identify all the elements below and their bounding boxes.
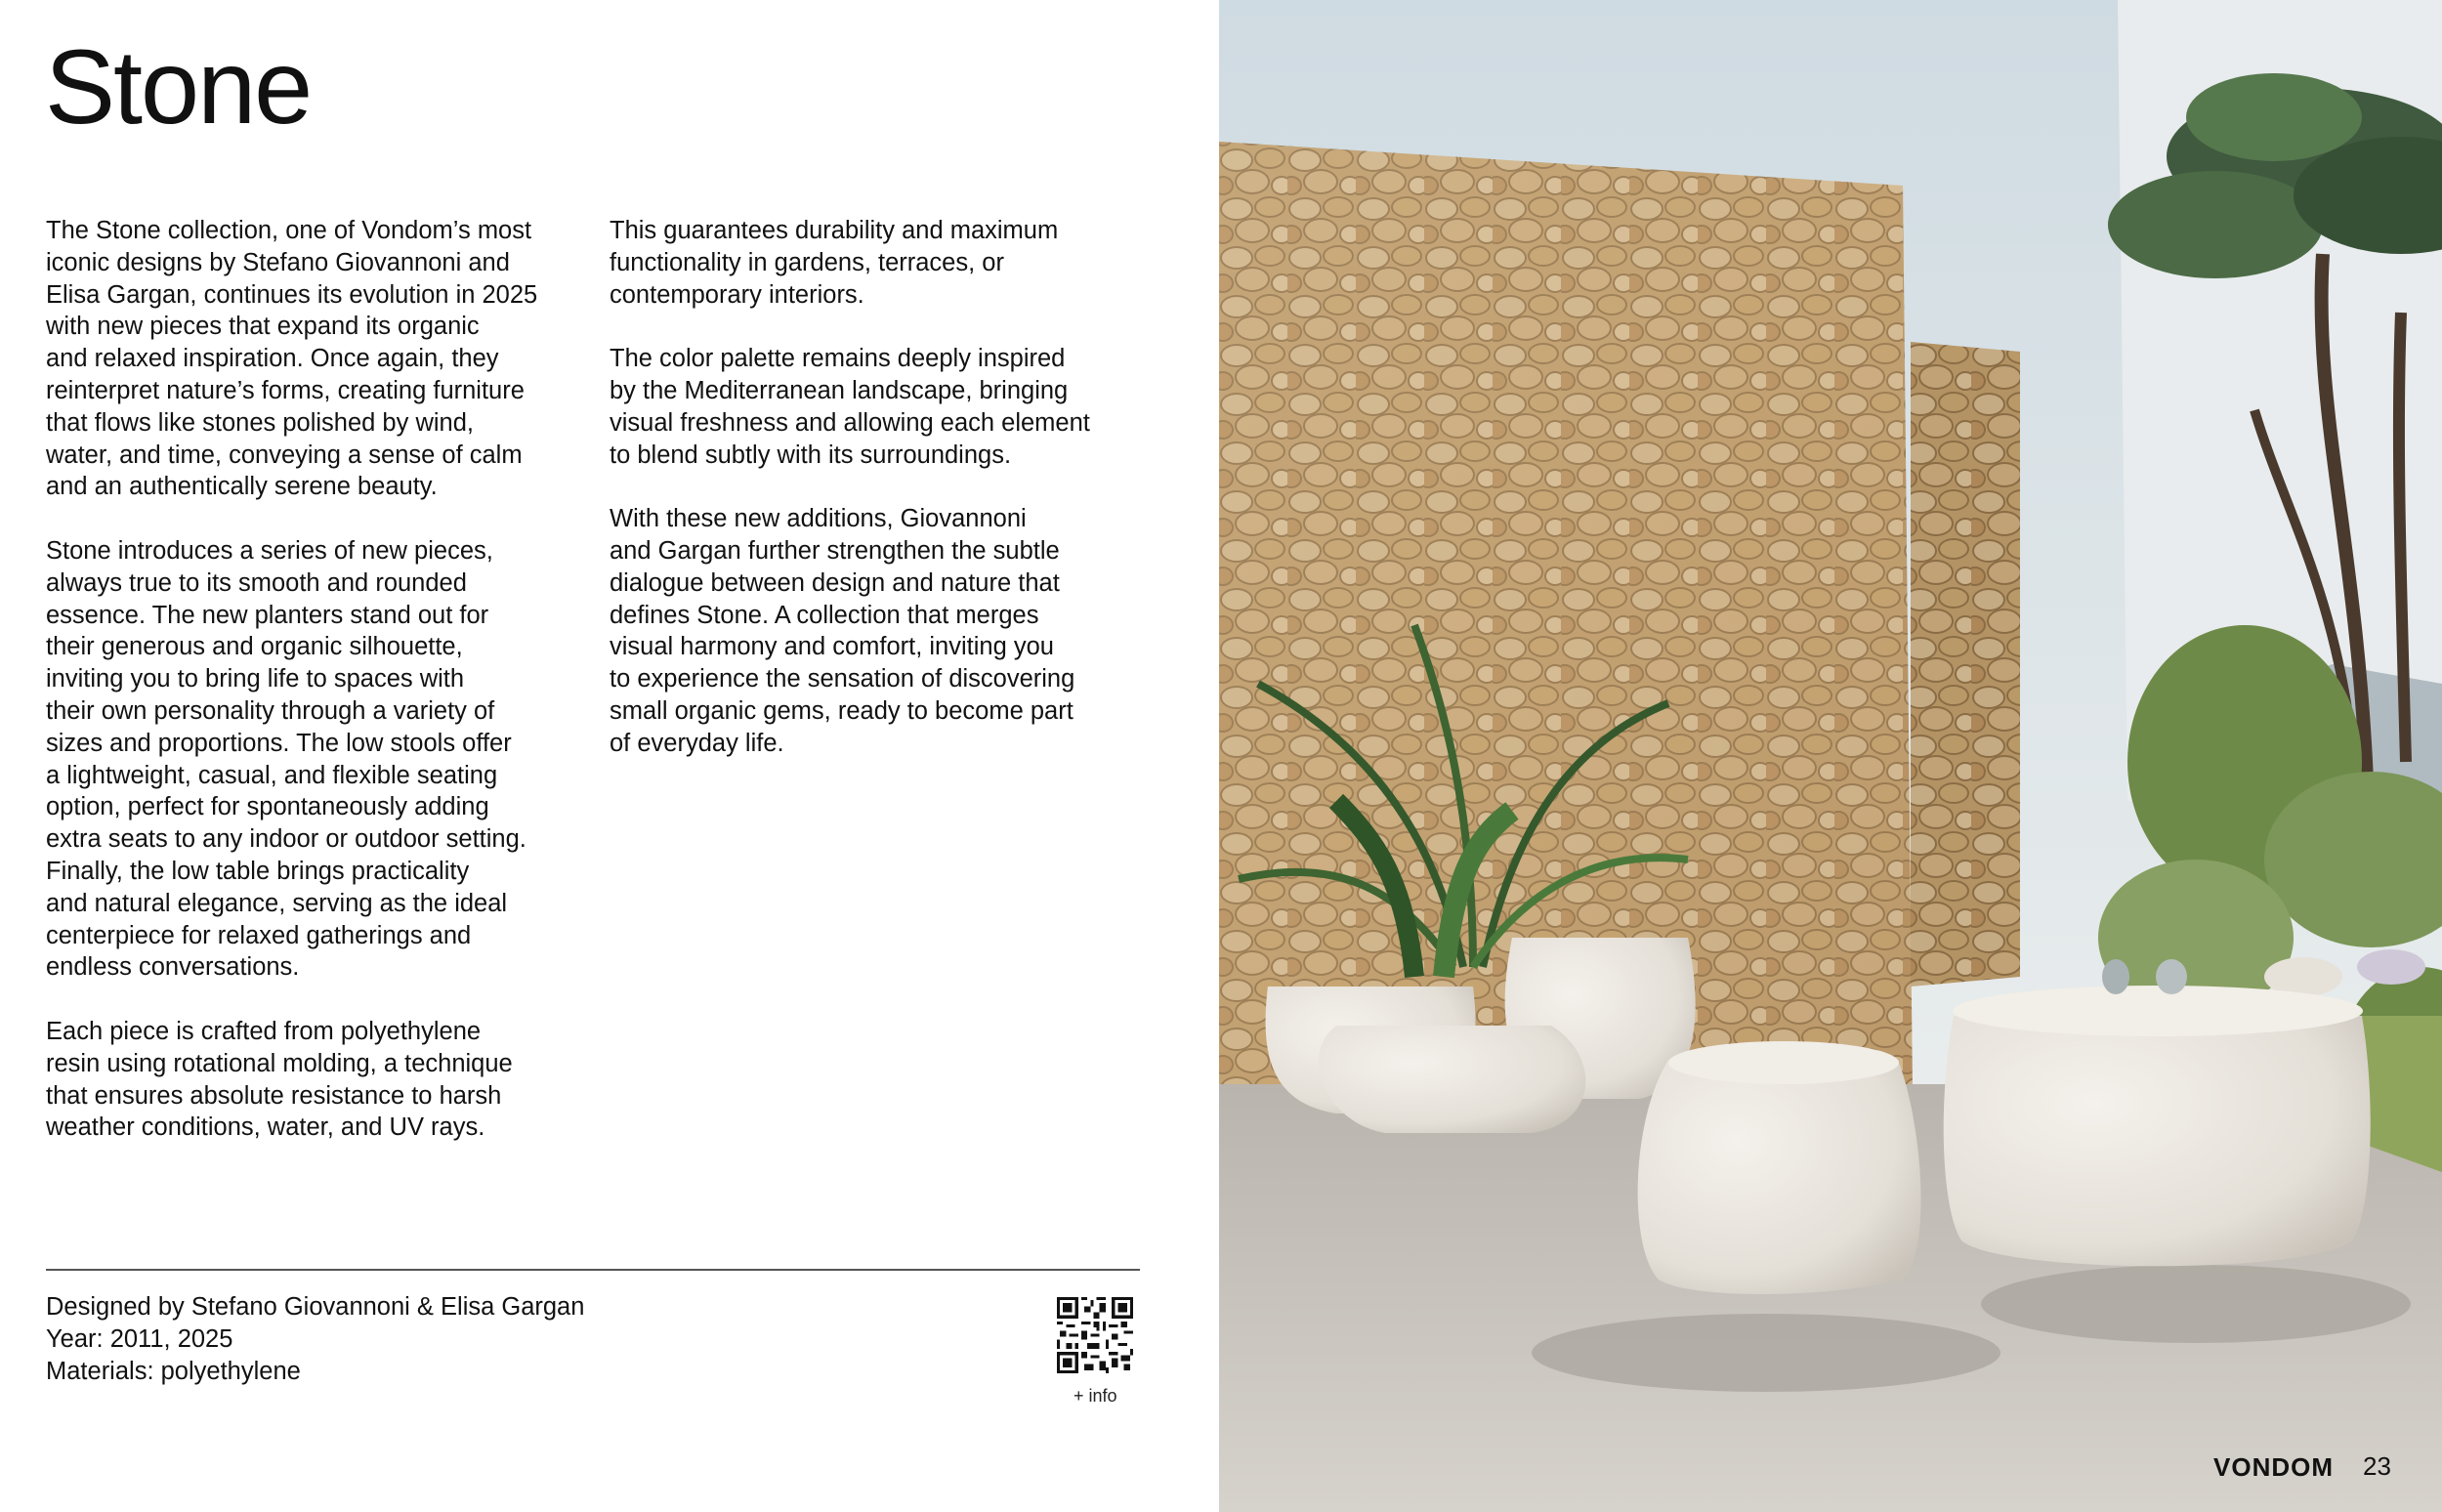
text-line: weather conditions, water, and UV rays. <box>46 1113 485 1142</box>
paragraph <box>610 503 1157 759</box>
text-line: dialogue between design and nature that <box>610 568 1060 597</box>
text-line: extra seats to any indoor or outdoor setting. <box>46 825 526 854</box>
text-column-1 <box>46 215 593 1176</box>
qr-code-icon[interactable] <box>1057 1297 1133 1373</box>
text-line: Stone introduces a series of new pieces, <box>46 536 493 565</box>
text-line: iconic designs by Stefano Giovannoni and <box>46 248 510 276</box>
text-line: defines Stone. A collection that merges <box>610 601 1039 629</box>
text-line: and an authentically serene beauty. <box>46 473 438 501</box>
text-line: Finally, the low table brings practicality <box>46 857 470 885</box>
text-line: The Stone collection, one of Vondom’s most <box>46 217 532 244</box>
text-line: Each piece is crafted from polyethylene <box>46 1017 482 1045</box>
more-info-link[interactable]: + info <box>1074 1386 1117 1406</box>
paragraph <box>610 343 1157 471</box>
text-line: that ensures absolute resistance to harsh <box>46 1081 502 1110</box>
text-line: sizes and proportions. The low stools offer <box>46 729 512 757</box>
text-line: With these new additions, Giovannoni <box>610 505 1027 533</box>
text-line: Elisa Gargan, continues its evolution in 2025 <box>46 280 538 309</box>
text-line: functionality in gardens, terraces, or <box>610 248 1004 276</box>
stone-low-table <box>1944 959 2411 1343</box>
materials-credit: Materials: polyethylene <box>46 1357 301 1385</box>
text-line: to experience the sensation of discovering <box>610 665 1075 693</box>
text-line: by the Mediterranean landscape, bringing <box>610 376 1069 404</box>
text-page <box>0 0 1219 1512</box>
text-line: contemporary interiors. <box>610 280 864 309</box>
stone-collection-scene <box>1219 0 2442 1512</box>
paragraph <box>46 1016 593 1144</box>
text-line: option, perfect for spontaneously adding <box>46 793 489 821</box>
text-line: visual freshness and allowing each element <box>610 408 1090 437</box>
text-line: endless conversations. <box>46 953 300 982</box>
product-credits <box>46 1291 584 1387</box>
text-line: essence. The new planters stand out for <box>46 601 489 629</box>
text-line: visual harmony and comfort, inviting you <box>610 633 1054 661</box>
text-line: of everyday life. <box>610 729 784 757</box>
product-photo <box>1219 0 2442 1512</box>
text-line: a lightweight, casual, and flexible seating <box>46 761 498 789</box>
paragraph <box>46 535 593 984</box>
text-line: to blend subtly with its surroundings. <box>610 441 1012 469</box>
text-line: resin using rotational molding, a technique <box>46 1049 513 1077</box>
designer-credit: Designed by Stefano Giovannoni & Elisa Gargan <box>46 1293 585 1321</box>
text-line: and natural elegance, serving as the ideal <box>46 889 508 917</box>
text-line: The color palette remains deeply inspired <box>610 345 1066 373</box>
paragraph <box>610 215 1157 311</box>
text-line: always true to its smooth and rounded <box>46 568 467 597</box>
divider <box>46 1269 1140 1271</box>
text-line: their own personality through a variety of <box>46 696 495 725</box>
text-line: water, and time, conveying a sense of calm <box>46 441 523 469</box>
text-line: that flows like stones polished by wind, <box>46 408 474 437</box>
year-credit: Year: 2011, 2025 <box>46 1324 233 1353</box>
text-line: their generous and organic silhouette, <box>46 633 463 661</box>
text-line: small organic gems, ready to become part <box>610 696 1074 725</box>
text-line: with new pieces that expand its organic <box>46 313 480 341</box>
text-line: centerpiece for relaxed gatherings and <box>46 921 472 949</box>
page-number: 23 <box>2363 1451 2391 1481</box>
text-line: and Gargan further strengthen the subtle <box>610 536 1060 565</box>
page-title: Stone <box>45 27 312 146</box>
paragraph <box>46 215 593 503</box>
text-line: reinterpret nature’s forms, creating furniture <box>46 376 525 404</box>
text-line: inviting you to bring life to spaces with <box>46 665 465 693</box>
brand-logo: VONDOM <box>2213 1452 2334 1482</box>
text-column-2 <box>610 215 1157 791</box>
text-line: and relaxed inspiration. Once again, they <box>46 345 499 373</box>
text-line: This guarantees durability and maximum <box>610 217 1059 244</box>
